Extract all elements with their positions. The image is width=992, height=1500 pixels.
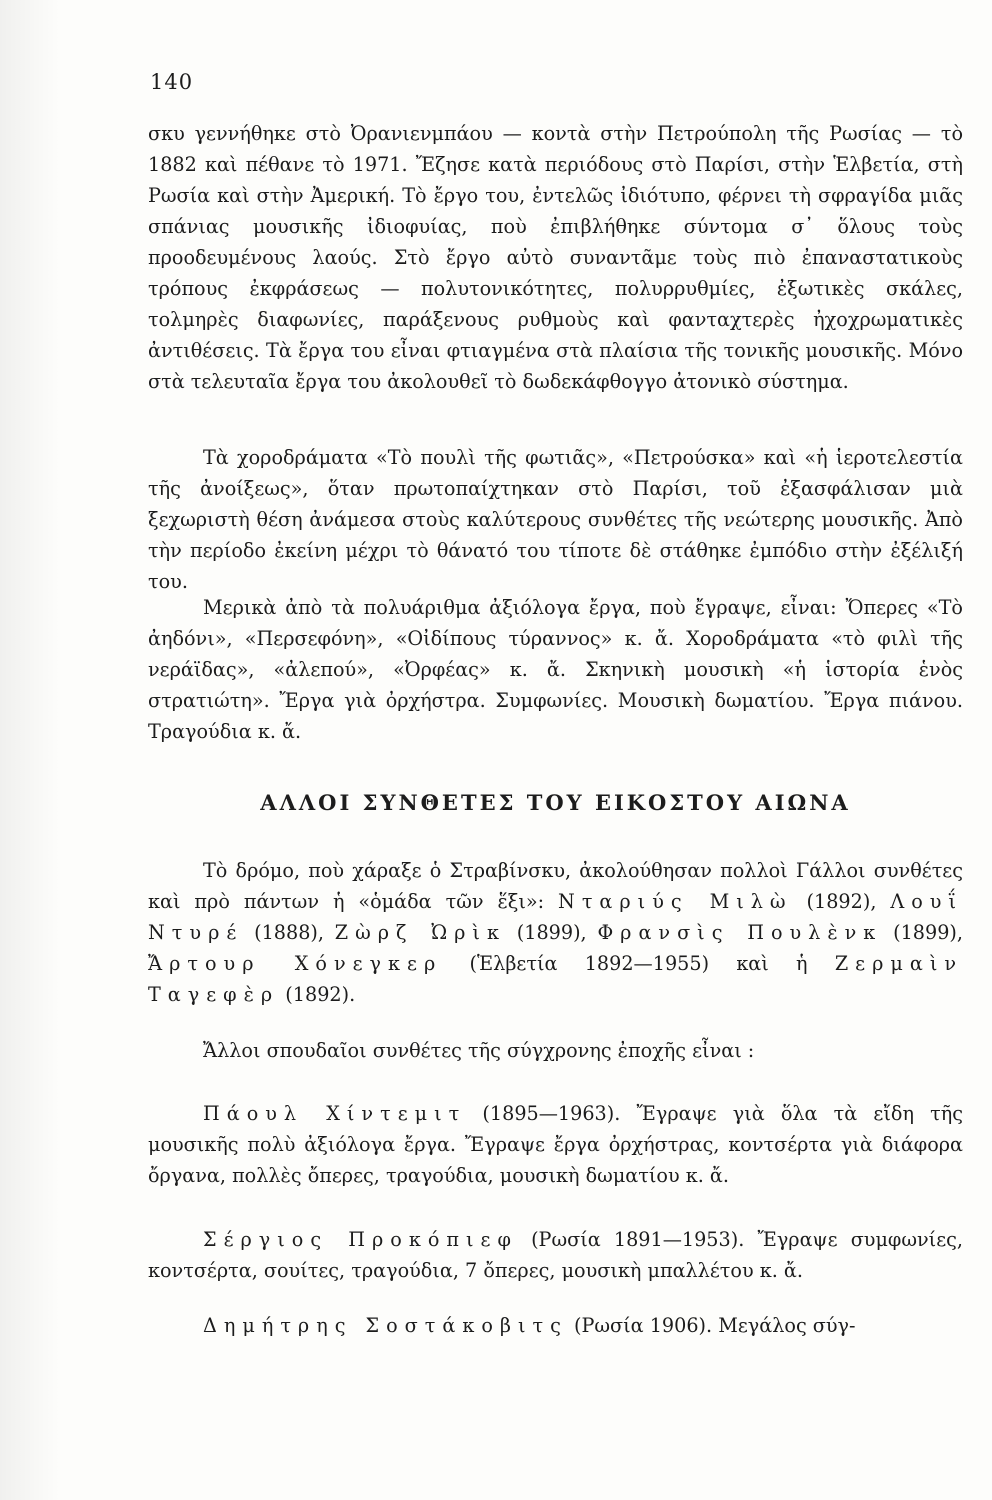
composer-name: Σέργιος Προκόπιεφ [203, 1228, 518, 1251]
composer-detail: (Ρωσία 1906). Μεγάλος σύγ- [573, 1314, 856, 1337]
section-heading: ΑΛΛΟΙ ΣΥΝΘΕΤΕΣ ΤΟΥ ΕΙΚΟΣΤΟΥ ΑΙΩΝΑ [260, 790, 851, 815]
composer-name: Νταριύς Μιλὼ [558, 890, 793, 913]
composer-detail: (1899), [893, 921, 964, 944]
composer-detail: (1895—1963). Ἔγραψε γιὰ ὅλα τὰ εἴδη τῆς μουσικῆς πολὺ ἀξιόλογα ἔργα. Ἔγραψε ἔργα ὀρχήστρας, κοντσέρτα γιὰ διάφορα ὄργανα, πολλὲς ὄπερες, τραγούδια, μουσικὴ δωματίου κ. ἄ. [148, 1102, 963, 1187]
composer-name: Φρανσὶς Πουλὲνκ [597, 921, 883, 944]
composer-detail: (1892). [285, 983, 356, 1006]
composer-detail: (1888), [254, 921, 324, 944]
page-gutter-shadow [0, 0, 60, 1500]
paragraph-group-of-six [148, 855, 963, 1010]
paragraph-ballets: Τὰ χοροδράματα «Τὸ πουλὶ τῆς φωτιᾶς», «Πετρούσκα» καὶ «ἡ ἱεροτελεστία τῆς ἀνοίξεως», ὅταν πρωτοπαίχτηκαν στὸ Παρίσι, τοῦ ἐξασφάλισαν μιὰ ξεχωριστὴ θέση ἀνάμεσα στοὺς καλύτερους συνθέτες τῆς νεώτερης μουσικῆς. Ἀπὸ τὴν περίοδο ἐκείνη μέχρι τὸ θάνατό του τίποτε δὲ στάθηκε ἐμπόδιο στὴν ἐξέλιξή του. [148, 446, 963, 593]
page-number: 140 [150, 70, 194, 94]
composer-name: Δημήτρης Σοστάκοβιτς [203, 1314, 568, 1337]
composer-detail: (Ἑλβετία 1892—1955) καὶ ἡ [469, 952, 808, 975]
composer-name: Ζερμαὶν Ταγεφὲρ [148, 952, 964, 1006]
group-of-six-intro: Τὸ δρόμο, ποὺ χάραξε ὁ Στραβίνσκυ, ἀκολούθησαν πολλοὶ Γάλλοι συνθέτες καὶ πρὸ πάντων ἡ «ὁμάδα τῶν ἕξι»: [148, 859, 963, 913]
composer-entry-prokofiev [148, 1224, 963, 1286]
composer-name: Πάουλ Χίντεμιτ [203, 1102, 467, 1125]
paragraph-works-list: Μερικὰ ἀπὸ τὰ πολυάριθμα ἀξιόλογα ἔργα, ποὺ ἔγραψε, εἶναι: Ὄπερες «Τὸ ἀηδόνι», «Περσεφόνη», «Οἰδίπους τύραννος» κ. ἄ. Χοροδράματα «τὸ φιλὶ τῆς νεράϊδας», «ἀλεπού», «Ὀρφέας» κ. ἄ. Σκηνικὴ μουσικὴ «ἡ ἱστορία ἑνὸς στρατιώτη». Ἔργα γιὰ ὀρχήστρα. Συμφωνίες. Μουσικὴ δωματίου. Ἔργα πιάνου. Τραγούδια κ. ἄ. [148, 596, 963, 743]
composer-entry-hindemith [148, 1098, 963, 1191]
paragraph-stravinsky-bio: σκυ γεννήθηκε στὸ Ὀρανιενμπάου — κοντὰ στὴν Πετρούπολη τῆς Ρωσίας — τὸ 1882 καὶ πέθανε τὸ 1971. Ἔζησε κατὰ περιόδους στὸ Παρίσι, στὴν Ἑλβετία, στὴ Ρωσία καὶ στὴν Ἀμερική. Τὸ ἔργο του, ἐντελῶς ἰδιότυπο, φέρνει τὴ σφραγίδα μιᾶς σπάνιας μουσικῆς ἰδιοφυίας, ποὺ ἐπιβλήθηκε σύντομα σ᾽ ὅλους τοὺς προοδευμένους λαούς. Στὸ ἔργο αὐτὸ συναντᾶμε τοὺς πιὸ ἐπαναστατικοὺς τρόπους ἐκφράσεως — πολυτονικότητες, πολυρρυθμίες, ἐξωτικὲς σκάλες, τολμηρὲς διαφωνίες, παράξενους ρυθμοὺς καὶ φανταχτερὲς ἠχοχρωματικὲς ἀντιθέσεις. Τὰ ἔργα του εἶναι φτιαγμένα στὰ πλαίσια τῆς τονικῆς μουσικῆς. Μόνο στὰ τελευταῖα ἔργα του ἀκολουθεῖ τὸ δωδεκάφθογγο ἀτονικὸ σύστημα. [148, 122, 963, 393]
paragraph-other-composers-intro: Ἄλλοι σπουδαῖοι συνθέτες τῆς σύγχρονης ἐποχῆς εἶναι : [203, 1039, 755, 1062]
composer-entry-shostakovich [148, 1310, 963, 1341]
composer-detail: (1892), [806, 890, 877, 913]
composer-name: Ἄρτουρ Χόνεγκερ [148, 952, 443, 975]
composer-name: Λουΐ Ντυρέ [148, 890, 963, 944]
composer-detail: (Ρωσία 1891—1953). Ἔγραψε συμφωνίες, κοντσέρτα, σουίτες, τραγούδια, 7 ὄπερες, μουσικὴ μπαλλέτου κ. ἄ. [148, 1228, 963, 1282]
composer-detail: (1899), [516, 921, 587, 944]
composer-name: Ζὼρζ Ὠρὶκ [334, 921, 506, 944]
